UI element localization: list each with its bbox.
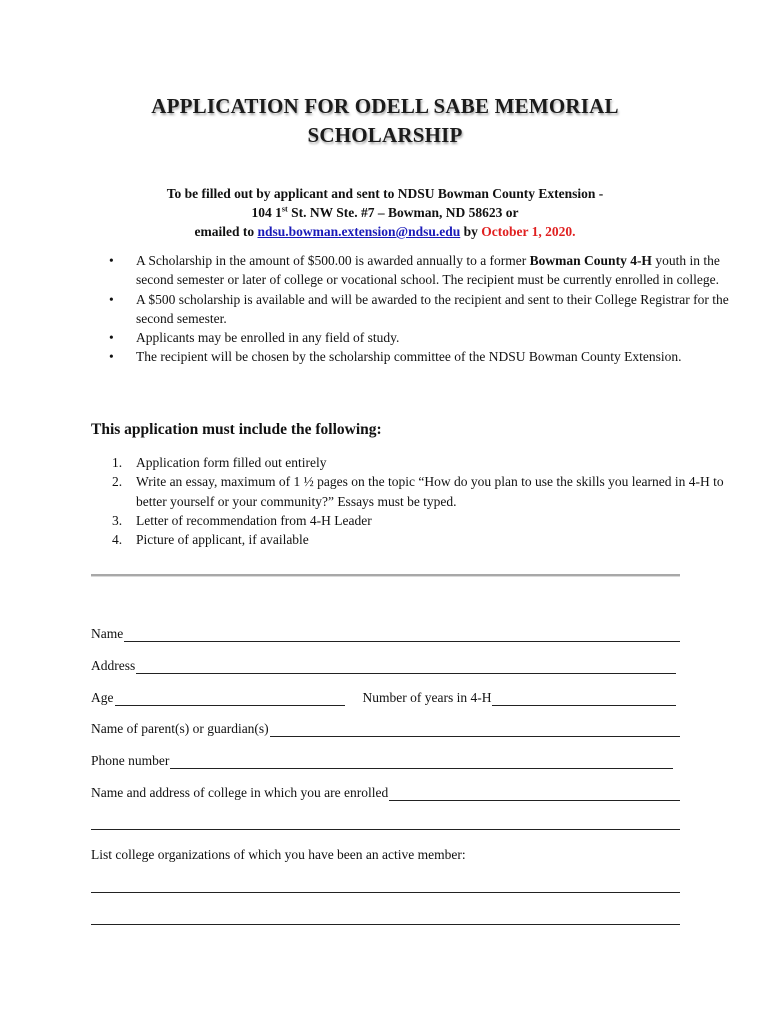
address-number: 104 1: [251, 205, 282, 220]
by-text: by: [460, 224, 482, 239]
college-field[interactable]: [389, 788, 680, 801]
address-field-row: [91, 656, 676, 674]
list-item: [136, 251, 736, 290]
list-item: [112, 472, 736, 511]
college-orgs-field-line-2[interactable]: [91, 924, 680, 925]
intro-line-2: [0, 203, 770, 222]
email-link[interactable]: ndsu.bowman.extension@ndsu.edu: [257, 224, 461, 239]
list-item: [112, 453, 736, 472]
phone-field[interactable]: [170, 756, 673, 769]
title-line-2: SCHOLARSHIP: [307, 123, 463, 147]
age-field[interactable]: [115, 693, 345, 706]
intro-line-3: [0, 222, 770, 241]
intro-line-1: To be filled out by applicant and sent to NDSU Bowman County Extension -: [166, 186, 604, 201]
parents-field-row: [91, 719, 680, 737]
list-item: [136, 328, 736, 347]
age-years-field-row: [91, 688, 676, 706]
bullet-text: A Scholarship in the amount of $500.00 is awarded annually to a former: [136, 253, 530, 268]
bullet-text-cont: youth in the second semester or later of college or vocational school. The recipient must be currently enrolled in college.: [136, 253, 720, 288]
list-item: [136, 290, 736, 329]
years-in-4h-label: Number of years in 4-H: [362, 690, 492, 705]
item-text: Application form filled out entirely: [136, 455, 327, 470]
college-field-continued[interactable]: [91, 829, 680, 830]
college-orgs-field-line-1[interactable]: [91, 892, 680, 893]
years-in-4h-field[interactable]: [492, 693, 676, 706]
scholarship-details-list: [90, 251, 736, 367]
requirements-heading: This application must include the following:: [91, 421, 382, 438]
requirements-list: [90, 453, 736, 549]
ordinal-suffix: st: [281, 204, 288, 214]
section-divider: [91, 574, 680, 577]
list-item: [112, 530, 736, 549]
submission-instructions: [0, 184, 770, 241]
item-text: Picture of applicant, if available: [136, 532, 309, 548]
item-text: Write an essay, maximum of 1 ½ pages on the topic “How do you plan to use the skills you learned in 4-H to better yourself or your community?” Essays must be typed.: [136, 474, 724, 509]
item-number: 1.: [112, 455, 123, 470]
title-line-1: APPLICATION FOR ODELL SABE MEMORIAL: [151, 94, 619, 118]
bullet-text: Applicants may be enrolled in any field of study.: [136, 330, 400, 346]
bullet-text: The recipient will be chosen by the scholarship committee of the NDSU Bowman County Extension.: [136, 349, 682, 365]
age-label: Age: [91, 690, 114, 705]
name-field-row: [91, 624, 680, 642]
name-label: Name: [91, 626, 124, 641]
college-label: Name and address of college in which you are enrolled: [91, 785, 389, 800]
parents-field[interactable]: [270, 724, 680, 737]
item-number: 4.: [112, 532, 123, 548]
bullet-bold-text: Bowman County 4-H: [529, 253, 652, 268]
address-text: St. NW Ste. #7 – Bowman, ND 58623 or: [287, 205, 519, 220]
list-item: [112, 511, 736, 530]
list-item: [136, 347, 736, 366]
item-number: 2.: [112, 474, 123, 490]
deadline-date: October 1, 2020.: [481, 224, 576, 239]
college-field-row: [91, 783, 680, 801]
address-label: Address: [91, 658, 136, 673]
phone-field-row: [91, 751, 673, 769]
bullet-text: A $500 scholarship is available and will be awarded to the recipient and sent to their College Registrar for the second semester.: [136, 291, 729, 326]
name-field[interactable]: [124, 629, 680, 642]
phone-label: Phone number: [91, 753, 170, 768]
item-text: Letter of recommendation from 4-H Leader: [136, 512, 372, 528]
emailed-to-text: emailed to: [194, 224, 258, 239]
address-field[interactable]: [136, 661, 676, 674]
college-orgs-label: List college organizations of which you have been an active member:: [91, 847, 466, 862]
item-number: 3.: [112, 512, 123, 528]
document-title: [0, 92, 770, 150]
parents-label: Name of parent(s) or guardian(s): [91, 721, 269, 736]
